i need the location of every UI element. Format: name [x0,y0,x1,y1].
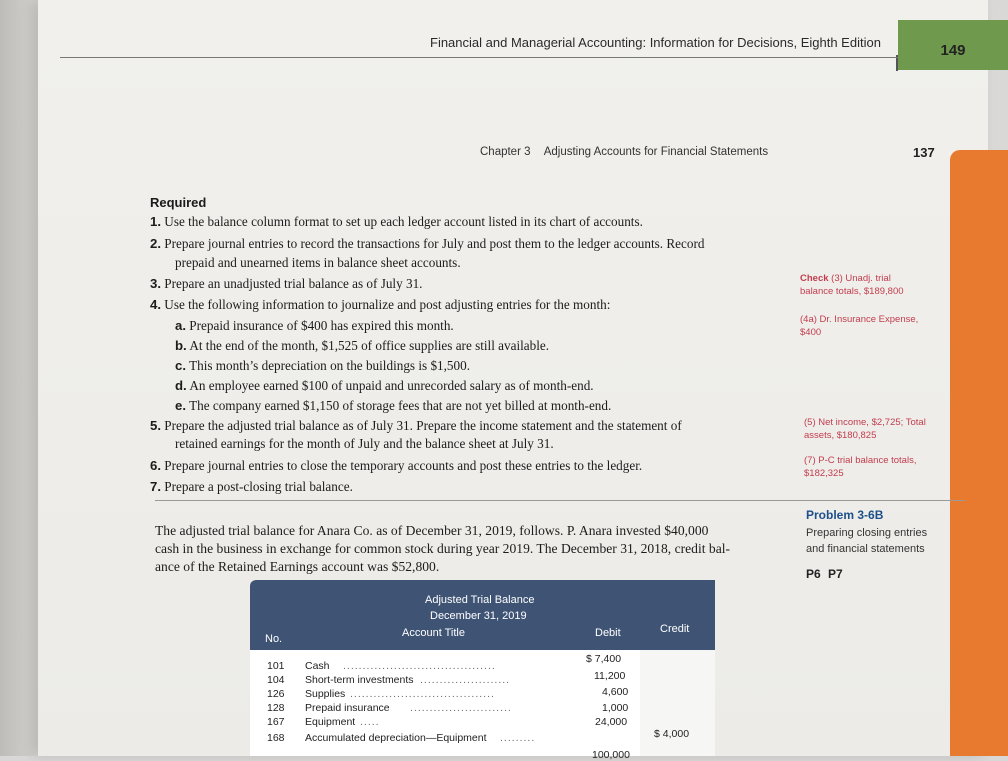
chapter-header [480,146,768,158]
chapter-title: Adjusting Accounts for Financial Statements [543,146,769,158]
subitem-d: d. An employee earned $100 of unpaid and unrecorded salary as of month-end. [175,378,594,393]
col-account-title: Account Title [402,627,465,639]
required-heading: Required [150,195,207,210]
problem-text-3: ance of the Retained Earnings account was $52,800. [155,559,440,574]
required-item-7: 7. Prepare a post-closing trial balance. [150,479,353,494]
table-date: December 31, 2019 [430,610,527,622]
table-row: 167 Equipment ..... 24,000 [267,716,628,728]
header-rule [60,57,898,58]
problem-title: Problem 3-6B [806,508,884,522]
col-debit: Debit [595,627,621,639]
table-row: 126 Supplies ..................................... 4,600 [267,686,629,700]
page-tab-green [898,20,1008,70]
required-item-5: 5. Prepare the adjusted trial balance as of July 31. Prepare the income statement and the statement of [150,418,682,433]
problem-codes: P6 P7 [806,567,843,581]
table-title: Adjusted Trial Balance [425,594,535,606]
margin-note-7: (7) P-C trial balance totals, $182,325 [804,455,917,479]
chapter-label: Chapter 3 [480,146,531,158]
trial-balance-table [250,580,715,761]
required-item-2-cont: prepaid and unearned items in balance sheet accounts. [175,255,461,270]
subitem-a: a. Prepaid insurance of $400 has expired this month. [175,318,454,333]
problem-subtitle: Preparing closing entries and financial statements [806,527,928,555]
book-title: Financial and Managerial Accounting: Information for Decisions, Eighth Edition [430,35,881,50]
required-item-3: 3. Prepare an unadjusted trial balance as of July 31. [150,276,423,291]
margin-note-4a: (4a) Dr. Insurance Expense, $400 [800,314,919,338]
required-item-1: 1. Use the balance column format to set up each ledger account listed in its chart of accounts. [150,214,643,229]
problem-text-2: cash in the business in exchange for common stock during year 2019. The December 31, 2018, credit bal- [155,541,731,556]
table-header [250,580,715,650]
table-row-partial: 100,000 [592,749,630,761]
chapter-orange-tab [950,150,1008,756]
subitem-b: b. At the end of the month, $1,525 of office supplies are still available. [175,338,550,353]
table-row: 104 Short-term investments ....................... 11,200 [267,670,626,686]
required-item-6: 6. Prepare journal entries to close the temporary accounts and post these entries to the ledger. [150,458,643,473]
subitem-c: c. This month’s depreciation on the buildings is $1,500. [175,358,471,373]
table-row: 101 Cash ....................................... $ 7,400 [267,653,622,672]
tab-page-number: 149 [940,42,966,59]
table-row: 168 Accumulated depreciation—Equipment ......... $ 4,000 [267,728,690,744]
table-row: 128 Prepaid insurance .......................... 1,000 [267,702,629,714]
required-item-4: 4. Use the following information to journalize and post adjusting entries for the month: [150,297,611,312]
margin-check-note: Check (3) Unadj. trial balance totals, $189,800 [800,273,904,297]
problem-text-1: The adjusted trial balance for Anara Co. as of December 31, 2019, follows. P. Anara invested $40,000 [155,523,709,538]
col-credit: Credit [660,623,690,635]
book-spine-shadow [0,0,40,756]
section-divider [155,500,965,501]
required-item-5-cont: retained earnings for the month of July and the balance sheet at July 31. [175,436,554,451]
required-item-2: 2. Prepare journal entries to record the transactions for July and post them to the ledger accounts. Record [150,236,705,251]
page-number: 137 [913,145,935,160]
col-no: No. [265,633,283,645]
margin-note-5: (5) Net income, $2,725; Total assets, $180,825 [804,417,926,441]
subitem-e: e. The company earned $1,150 of storage fees that are not yet billed at month-end. [175,398,612,413]
